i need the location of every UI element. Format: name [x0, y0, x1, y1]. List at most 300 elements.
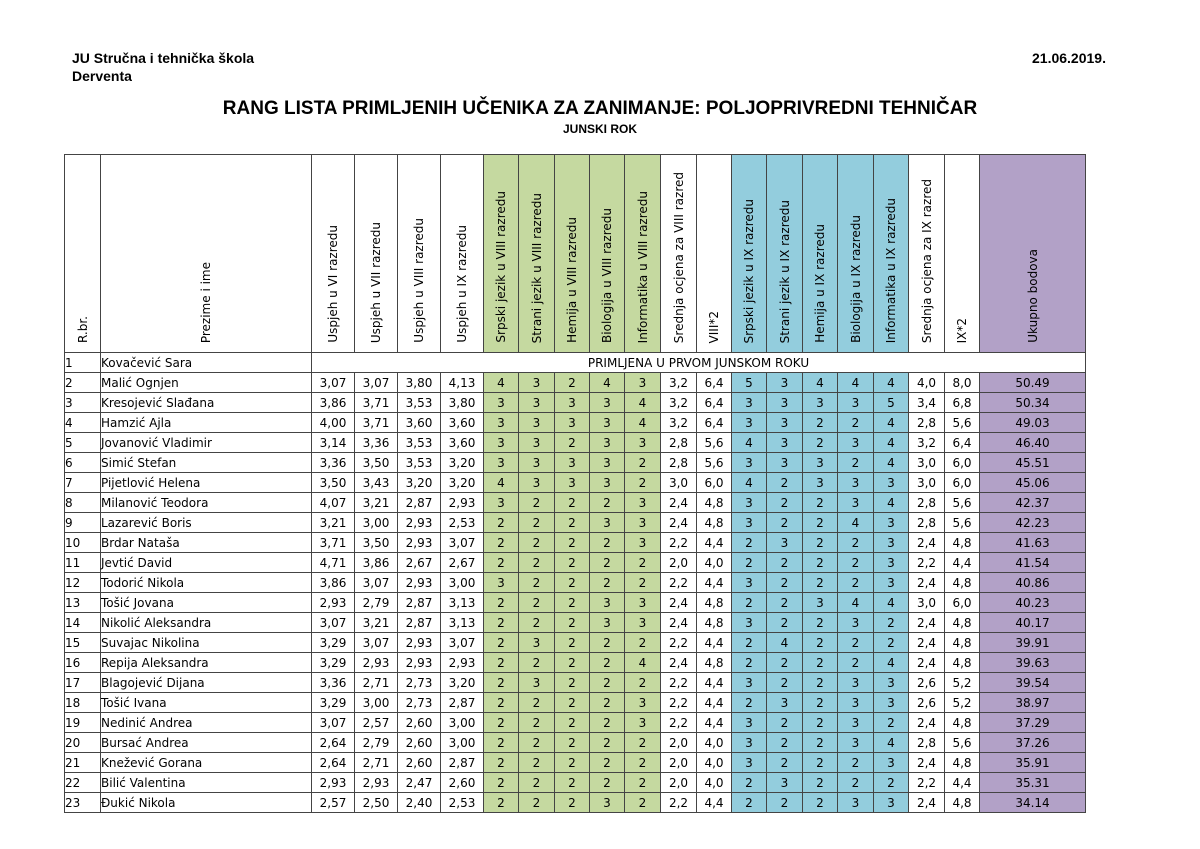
cell-uspjeh-vii: 2,71	[355, 673, 398, 693]
cell-uspjeh-vi: 2,93	[312, 773, 355, 793]
cell-informatika-ix: 3	[874, 533, 909, 553]
cell-ukupno-bodova: 39.63	[980, 653, 1086, 673]
cell-uspjeh-ix: 3,20	[441, 673, 484, 693]
cell-srednja-ix: 2,4	[909, 793, 945, 813]
cell-srpski-viii: 3	[484, 493, 519, 513]
cell-biologija-ix: 4	[838, 513, 874, 533]
cell-biologija-viii: 2	[590, 753, 625, 773]
cell-srednja-viii: 2,0	[661, 773, 697, 793]
cell-uspjeh-vi: 2,64	[312, 733, 355, 753]
cell-biologija-ix: 3	[838, 433, 874, 453]
cell-biologija-ix: 3	[838, 733, 874, 753]
cell-uspjeh-ix: 2,93	[441, 493, 484, 513]
cell-uspjeh-viii: 3,80	[398, 373, 441, 393]
column-header-label: R.br.	[75, 316, 90, 343]
column-header-label: Ukupno bodova	[1025, 249, 1040, 343]
table-row	[65, 593, 1086, 613]
column-header-srednja-ix	[909, 155, 945, 353]
cell-hemija-ix: 3	[803, 453, 838, 473]
cell-name: Milanović Teodora	[101, 493, 312, 513]
cell-informatika-viii: 3	[625, 693, 661, 713]
cell-informatika-viii: 2	[625, 793, 661, 813]
cell-hemija-ix: 2	[803, 613, 838, 633]
cell-uspjeh-vii: 3,07	[355, 373, 398, 393]
table-row	[65, 533, 1086, 553]
cell-uspjeh-viii: 2,73	[398, 693, 441, 713]
cell-ukupno-bodova: 40.86	[980, 573, 1086, 593]
cell-srpski-ix: 2	[732, 693, 767, 713]
table-row	[65, 653, 1086, 673]
cell-informatika-viii: 3	[625, 593, 661, 613]
cell-uspjeh-vii: 3,43	[355, 473, 398, 493]
cell-strani-ix: 2	[767, 613, 803, 633]
cell-srednja-ix: 3,2	[909, 433, 945, 453]
cell-srednja-ix: 2,4	[909, 753, 945, 773]
cell-rbr: 6	[65, 453, 101, 473]
cell-biologija-ix: 3	[838, 393, 874, 413]
cell-rbr: 19	[65, 713, 101, 733]
cell-strani-viii: 3	[519, 473, 555, 493]
cell-hemija-viii: 3	[555, 393, 590, 413]
cell-srednja-ix: 2,4	[909, 613, 945, 633]
cell-uspjeh-vii: 2,71	[355, 753, 398, 773]
cell-srpski-viii: 3	[484, 573, 519, 593]
cell-hemija-ix: 3	[803, 473, 838, 493]
ranking-table	[64, 154, 1086, 813]
cell-strani-viii: 2	[519, 773, 555, 793]
cell-viii-x2: 4,4	[697, 673, 732, 693]
table-row	[65, 753, 1086, 773]
cell-name: Pijetlović Helena	[101, 473, 312, 493]
cell-srednja-ix: 3,0	[909, 593, 945, 613]
column-header-uspjeh-vi	[312, 155, 355, 353]
cell-srpski-viii: 3	[484, 453, 519, 473]
cell-ukupno-bodova: 50.34	[980, 393, 1086, 413]
cell-informatika-ix: 3	[874, 573, 909, 593]
cell-srpski-viii: 2	[484, 693, 519, 713]
cell-ukupno-bodova: 45.06	[980, 473, 1086, 493]
cell-informatika-viii: 4	[625, 393, 661, 413]
column-header-label: Prezime i ime	[199, 261, 213, 343]
cell-viii-x2: 5,6	[697, 433, 732, 453]
cell-srpski-ix: 3	[732, 393, 767, 413]
cell-informatika-viii: 4	[625, 653, 661, 673]
cell-srednja-ix: 2,2	[909, 773, 945, 793]
column-header-biologija-ix	[838, 155, 874, 353]
cell-srpski-ix: 2	[732, 593, 767, 613]
cell-uspjeh-vi: 3,14	[312, 433, 355, 453]
cell-hemija-viii: 2	[555, 593, 590, 613]
cell-biologija-ix: 2	[838, 573, 874, 593]
cell-uspjeh-ix: 3,80	[441, 393, 484, 413]
cell-srpski-viii: 2	[484, 653, 519, 673]
column-header-rbr	[65, 155, 101, 353]
cell-name: Todorić Nikola	[101, 573, 312, 593]
cell-uspjeh-ix: 3,07	[441, 533, 484, 553]
cell-strani-viii: 3	[519, 633, 555, 653]
cell-informatika-ix: 2	[874, 773, 909, 793]
cell-srednja-viii: 3,2	[661, 373, 697, 393]
cell-srpski-viii: 3	[484, 433, 519, 453]
table-row	[65, 733, 1086, 753]
column-header-viii-x2	[697, 155, 732, 353]
cell-name: Tošić Jovana	[101, 593, 312, 613]
cell-informatika-viii: 3	[625, 433, 661, 453]
cell-informatika-viii: 3	[625, 533, 661, 553]
column-header-label: Uspjeh u IX razredu	[455, 225, 469, 343]
cell-hemija-viii: 2	[555, 753, 590, 773]
cell-strani-viii: 3	[519, 373, 555, 393]
table-row	[65, 553, 1086, 573]
cell-uspjeh-viii: 2,73	[398, 673, 441, 693]
cell-informatika-ix: 3	[874, 693, 909, 713]
cell-strani-ix: 3	[767, 773, 803, 793]
table-row	[65, 693, 1086, 713]
cell-strani-viii: 2	[519, 533, 555, 553]
cell-strani-ix: 2	[767, 473, 803, 493]
cell-biologija-ix: 2	[838, 453, 874, 473]
cell-srpski-ix: 2	[732, 793, 767, 813]
cell-informatika-viii: 2	[625, 553, 661, 573]
cell-biologija-ix: 2	[838, 753, 874, 773]
cell-srednja-viii: 2,2	[661, 793, 697, 813]
column-header-informatika-viii	[625, 155, 661, 353]
cell-srpski-ix: 3	[732, 493, 767, 513]
cell-strani-ix: 2	[767, 553, 803, 573]
cell-hemija-viii: 3	[555, 453, 590, 473]
cell-hemija-ix: 3	[803, 393, 838, 413]
page-title: RANG LISTA PRIMLJENIH UČENIKA ZA ZANIMANJE: POLJOPRIVREDNI TEHNIČAR	[222, 98, 978, 119]
cell-viii-x2: 4,0	[697, 733, 732, 753]
cell-uspjeh-vii: 3,50	[355, 453, 398, 473]
cell-informatika-ix: 3	[874, 473, 909, 493]
cell-srpski-viii: 2	[484, 553, 519, 573]
cell-uspjeh-vi: 3,21	[312, 513, 355, 533]
cell-strani-viii: 2	[519, 753, 555, 773]
cell-informatika-ix: 2	[874, 633, 909, 653]
cell-informatika-viii: 3	[625, 373, 661, 393]
cell-ix-x2: 6,4	[945, 433, 980, 453]
cell-uspjeh-viii: 2,67	[398, 553, 441, 573]
table-row	[65, 353, 1086, 373]
cell-name: Jevtić David	[101, 553, 312, 573]
cell-rbr: 20	[65, 733, 101, 753]
column-header-strani-viii	[519, 155, 555, 353]
cell-ix-x2: 8,0	[945, 373, 980, 393]
column-header-label: Srpski jezik u VIII razredu	[494, 191, 508, 343]
cell-name: Blagojević Dijana	[101, 673, 312, 693]
cell-ix-x2: 4,8	[945, 653, 980, 673]
cell-srednja-viii: 2,0	[661, 733, 697, 753]
cell-informatika-ix: 4	[874, 433, 909, 453]
cell-srednja-ix: 2,2	[909, 553, 945, 573]
cell-biologija-ix: 2	[838, 633, 874, 653]
cell-hemija-viii: 2	[555, 653, 590, 673]
cell-uspjeh-ix: 3,13	[441, 593, 484, 613]
cell-viii-x2: 5,6	[697, 453, 732, 473]
admitted-note: PRIMLJENA U PRVOM JUNSKOM ROKU	[312, 353, 1086, 373]
cell-hemija-viii: 2	[555, 713, 590, 733]
cell-srednja-viii: 2,2	[661, 673, 697, 693]
cell-uspjeh-vii: 3,21	[355, 613, 398, 633]
cell-srednja-ix: 2,4	[909, 713, 945, 733]
cell-srpski-viii: 2	[484, 713, 519, 733]
column-header-uspjeh-ix	[441, 155, 484, 353]
cell-ix-x2: 4,8	[945, 633, 980, 653]
cell-ix-x2: 5,6	[945, 493, 980, 513]
cell-uspjeh-vi: 3,29	[312, 653, 355, 673]
cell-ix-x2: 4,4	[945, 773, 980, 793]
cell-rbr: 17	[65, 673, 101, 693]
cell-strani-ix: 3	[767, 433, 803, 453]
cell-strani-viii: 2	[519, 733, 555, 753]
cell-srednja-ix: 2,6	[909, 673, 945, 693]
cell-biologija-ix: 2	[838, 653, 874, 673]
table-body	[65, 353, 1086, 813]
cell-srpski-viii: 2	[484, 513, 519, 533]
cell-hemija-viii: 2	[555, 553, 590, 573]
cell-srpski-ix: 3	[732, 413, 767, 433]
cell-strani-viii: 2	[519, 573, 555, 593]
cell-srednja-viii: 2,2	[661, 533, 697, 553]
cell-biologija-ix: 3	[838, 693, 874, 713]
cell-biologija-viii: 3	[590, 453, 625, 473]
cell-uspjeh-viii: 2,47	[398, 773, 441, 793]
cell-informatika-ix: 5	[874, 393, 909, 413]
table-row	[65, 473, 1086, 493]
cell-srpski-ix: 3	[732, 753, 767, 773]
cell-biologija-viii: 2	[590, 673, 625, 693]
cell-uspjeh-ix: 3,13	[441, 613, 484, 633]
cell-uspjeh-viii: 3,53	[398, 393, 441, 413]
cell-srpski-ix: 2	[732, 633, 767, 653]
cell-biologija-ix: 2	[838, 533, 874, 553]
table-row	[65, 513, 1086, 533]
cell-uspjeh-viii: 2,87	[398, 493, 441, 513]
cell-ix-x2: 4,8	[945, 533, 980, 553]
cell-name: Bilić Valentina	[101, 773, 312, 793]
cell-strani-ix: 2	[767, 673, 803, 693]
column-header-label: Srpski jezik u IX razredu	[742, 198, 756, 343]
document-date: 21.06.2019.	[1032, 50, 1106, 66]
cell-biologija-viii: 3	[590, 613, 625, 633]
cell-biologija-ix: 2	[838, 553, 874, 573]
cell-strani-ix: 2	[767, 793, 803, 813]
cell-biologija-viii: 2	[590, 653, 625, 673]
cell-uspjeh-vii: 2,57	[355, 713, 398, 733]
cell-ukupno-bodova: 37.26	[980, 733, 1086, 753]
cell-name: Jovanović Vladimir	[101, 433, 312, 453]
cell-strani-viii: 2	[519, 793, 555, 813]
cell-name: Kresojević Slađana	[101, 393, 312, 413]
cell-name: Bursać Andrea	[101, 733, 312, 753]
table-row	[65, 633, 1086, 653]
column-header-label: Uspjeh u VIII razredu	[412, 218, 426, 343]
cell-rbr: 3	[65, 393, 101, 413]
cell-strani-viii: 2	[519, 713, 555, 733]
cell-uspjeh-vii: 3,00	[355, 513, 398, 533]
cell-uspjeh-ix: 3,20	[441, 473, 484, 493]
cell-strani-viii: 3	[519, 413, 555, 433]
cell-informatika-ix: 4	[874, 453, 909, 473]
cell-informatika-ix: 4	[874, 493, 909, 513]
cell-informatika-viii: 3	[625, 493, 661, 513]
cell-viii-x2: 4,0	[697, 753, 732, 773]
cell-informatika-ix: 4	[874, 593, 909, 613]
cell-srednja-ix: 2,8	[909, 513, 945, 533]
cell-biologija-viii: 2	[590, 733, 625, 753]
cell-biologija-viii: 3	[590, 473, 625, 493]
cell-informatika-ix: 4	[874, 653, 909, 673]
cell-uspjeh-vii: 3,07	[355, 633, 398, 653]
cell-ix-x2: 5,6	[945, 733, 980, 753]
cell-srednja-ix: 2,4	[909, 573, 945, 593]
column-header-label: Srednja ocjena za VIII razred	[671, 171, 686, 343]
cell-srpski-viii: 3	[484, 413, 519, 433]
cell-viii-x2: 4,4	[697, 693, 732, 713]
cell-srednja-ix: 2,4	[909, 533, 945, 553]
cell-srednja-viii: 3,0	[661, 473, 697, 493]
cell-strani-ix: 2	[767, 573, 803, 593]
cell-srednja-ix: 2,8	[909, 493, 945, 513]
cell-name: Simić Stefan	[101, 453, 312, 473]
cell-ukupno-bodova: 39.54	[980, 673, 1086, 693]
cell-srednja-ix: 2,4	[909, 633, 945, 653]
cell-biologija-viii: 2	[590, 533, 625, 553]
cell-strani-ix: 3	[767, 413, 803, 433]
cell-srpski-viii: 2	[484, 793, 519, 813]
cell-ix-x2: 4,4	[945, 553, 980, 573]
cell-ix-x2: 5,2	[945, 693, 980, 713]
cell-rbr: 22	[65, 773, 101, 793]
cell-viii-x2: 4,4	[697, 573, 732, 593]
cell-srpski-ix: 2	[732, 773, 767, 793]
cell-strani-viii: 3	[519, 453, 555, 473]
cell-hemija-ix: 2	[803, 793, 838, 813]
column-header-label: Biologija u VIII razredu	[600, 208, 614, 343]
cell-hemija-viii: 2	[555, 793, 590, 813]
cell-rbr: 16	[65, 653, 101, 673]
cell-strani-ix: 3	[767, 693, 803, 713]
cell-uspjeh-vi: 3,07	[312, 373, 355, 393]
cell-ix-x2: 4,8	[945, 613, 980, 633]
cell-ix-x2: 6,0	[945, 453, 980, 473]
cell-informatika-ix: 3	[874, 553, 909, 573]
cell-strani-viii: 2	[519, 493, 555, 513]
cell-hemija-ix: 2	[803, 533, 838, 553]
cell-srednja-ix: 4,0	[909, 373, 945, 393]
column-header-biologija-viii	[590, 155, 625, 353]
cell-biologija-ix: 3	[838, 673, 874, 693]
cell-hemija-ix: 2	[803, 753, 838, 773]
column-header-label: Srednja ocjena za IX razred	[919, 178, 934, 343]
column-header-label: VIII*2	[707, 310, 721, 343]
table-row	[65, 433, 1086, 453]
cell-uspjeh-vi: 3,36	[312, 453, 355, 473]
cell-viii-x2: 4,4	[697, 633, 732, 653]
cell-ukupno-bodova: 40.23	[980, 593, 1086, 613]
cell-biologija-viii: 2	[590, 713, 625, 733]
cell-srednja-viii: 3,2	[661, 413, 697, 433]
cell-informatika-viii: 2	[625, 753, 661, 773]
cell-hemija-ix: 4	[803, 373, 838, 393]
column-header-label: Biologija u IX razredu	[848, 215, 863, 343]
column-header-label: Uspjeh u VII razredu	[369, 221, 383, 343]
cell-hemija-ix: 2	[803, 653, 838, 673]
cell-srednja-ix: 3,0	[909, 453, 945, 473]
cell-name: Kovačević Sara	[101, 353, 312, 373]
cell-uspjeh-viii: 2,93	[398, 633, 441, 653]
cell-uspjeh-vi: 4,07	[312, 493, 355, 513]
table-row	[65, 453, 1086, 473]
cell-uspjeh-vii: 2,50	[355, 793, 398, 813]
cell-ix-x2: 6,0	[945, 473, 980, 493]
cell-biologija-ix: 2	[838, 413, 874, 433]
cell-ix-x2: 4,8	[945, 793, 980, 813]
cell-srpski-ix: 2	[732, 553, 767, 573]
cell-strani-ix: 2	[767, 493, 803, 513]
cell-uspjeh-vi: 3,07	[312, 713, 355, 733]
cell-hemija-viii: 3	[555, 473, 590, 493]
cell-strani-viii: 2	[519, 653, 555, 673]
cell-srpski-viii: 2	[484, 753, 519, 773]
column-header-label: Informatika u IX razredu	[884, 197, 898, 343]
cell-biologija-viii: 3	[590, 393, 625, 413]
cell-ukupno-bodova: 37.29	[980, 713, 1086, 733]
cell-biologija-viii: 3	[590, 513, 625, 533]
cell-ix-x2: 6,8	[945, 393, 980, 413]
cell-informatika-ix: 2	[874, 613, 909, 633]
cell-uspjeh-ix: 3,00	[441, 733, 484, 753]
cell-ukupno-bodova: 41.63	[980, 533, 1086, 553]
cell-rbr: 15	[65, 633, 101, 653]
cell-uspjeh-vii: 2,93	[355, 653, 398, 673]
cell-informatika-viii: 3	[625, 613, 661, 633]
cell-strani-ix: 2	[767, 513, 803, 533]
cell-ukupno-bodova: 39.91	[980, 633, 1086, 653]
cell-uspjeh-vi: 2,57	[312, 793, 355, 813]
cell-srpski-viii: 2	[484, 733, 519, 753]
cell-biologija-ix: 3	[838, 713, 874, 733]
cell-srpski-viii: 2	[484, 593, 519, 613]
cell-srpski-ix: 3	[732, 733, 767, 753]
cell-viii-x2: 6,4	[697, 413, 732, 433]
cell-uspjeh-ix: 2,67	[441, 553, 484, 573]
cell-strani-viii: 2	[519, 513, 555, 533]
cell-ukupno-bodova: 50.49	[980, 373, 1086, 393]
cell-ukupno-bodova: 35.31	[980, 773, 1086, 793]
cell-name: Malić Ognjen	[101, 373, 312, 393]
cell-hemija-viii: 2	[555, 773, 590, 793]
cell-strani-ix: 3	[767, 373, 803, 393]
cell-uspjeh-vi: 4,71	[312, 553, 355, 573]
cell-uspjeh-viii: 2,93	[398, 533, 441, 553]
cell-hemija-ix: 2	[803, 773, 838, 793]
cell-uspjeh-ix: 2,60	[441, 773, 484, 793]
table-header-row	[65, 155, 1086, 353]
cell-ix-x2: 4,8	[945, 573, 980, 593]
cell-hemija-ix: 2	[803, 413, 838, 433]
cell-uspjeh-vi: 3,29	[312, 633, 355, 653]
cell-hemija-viii: 2	[555, 513, 590, 533]
cell-uspjeh-vi: 3,86	[312, 573, 355, 593]
cell-name: Nikolić Aleksandra	[101, 613, 312, 633]
cell-srednja-viii: 3,2	[661, 393, 697, 413]
cell-uspjeh-vi: 3,71	[312, 533, 355, 553]
cell-uspjeh-viii: 3,60	[398, 413, 441, 433]
cell-hemija-ix: 2	[803, 433, 838, 453]
cell-strani-viii: 2	[519, 593, 555, 613]
